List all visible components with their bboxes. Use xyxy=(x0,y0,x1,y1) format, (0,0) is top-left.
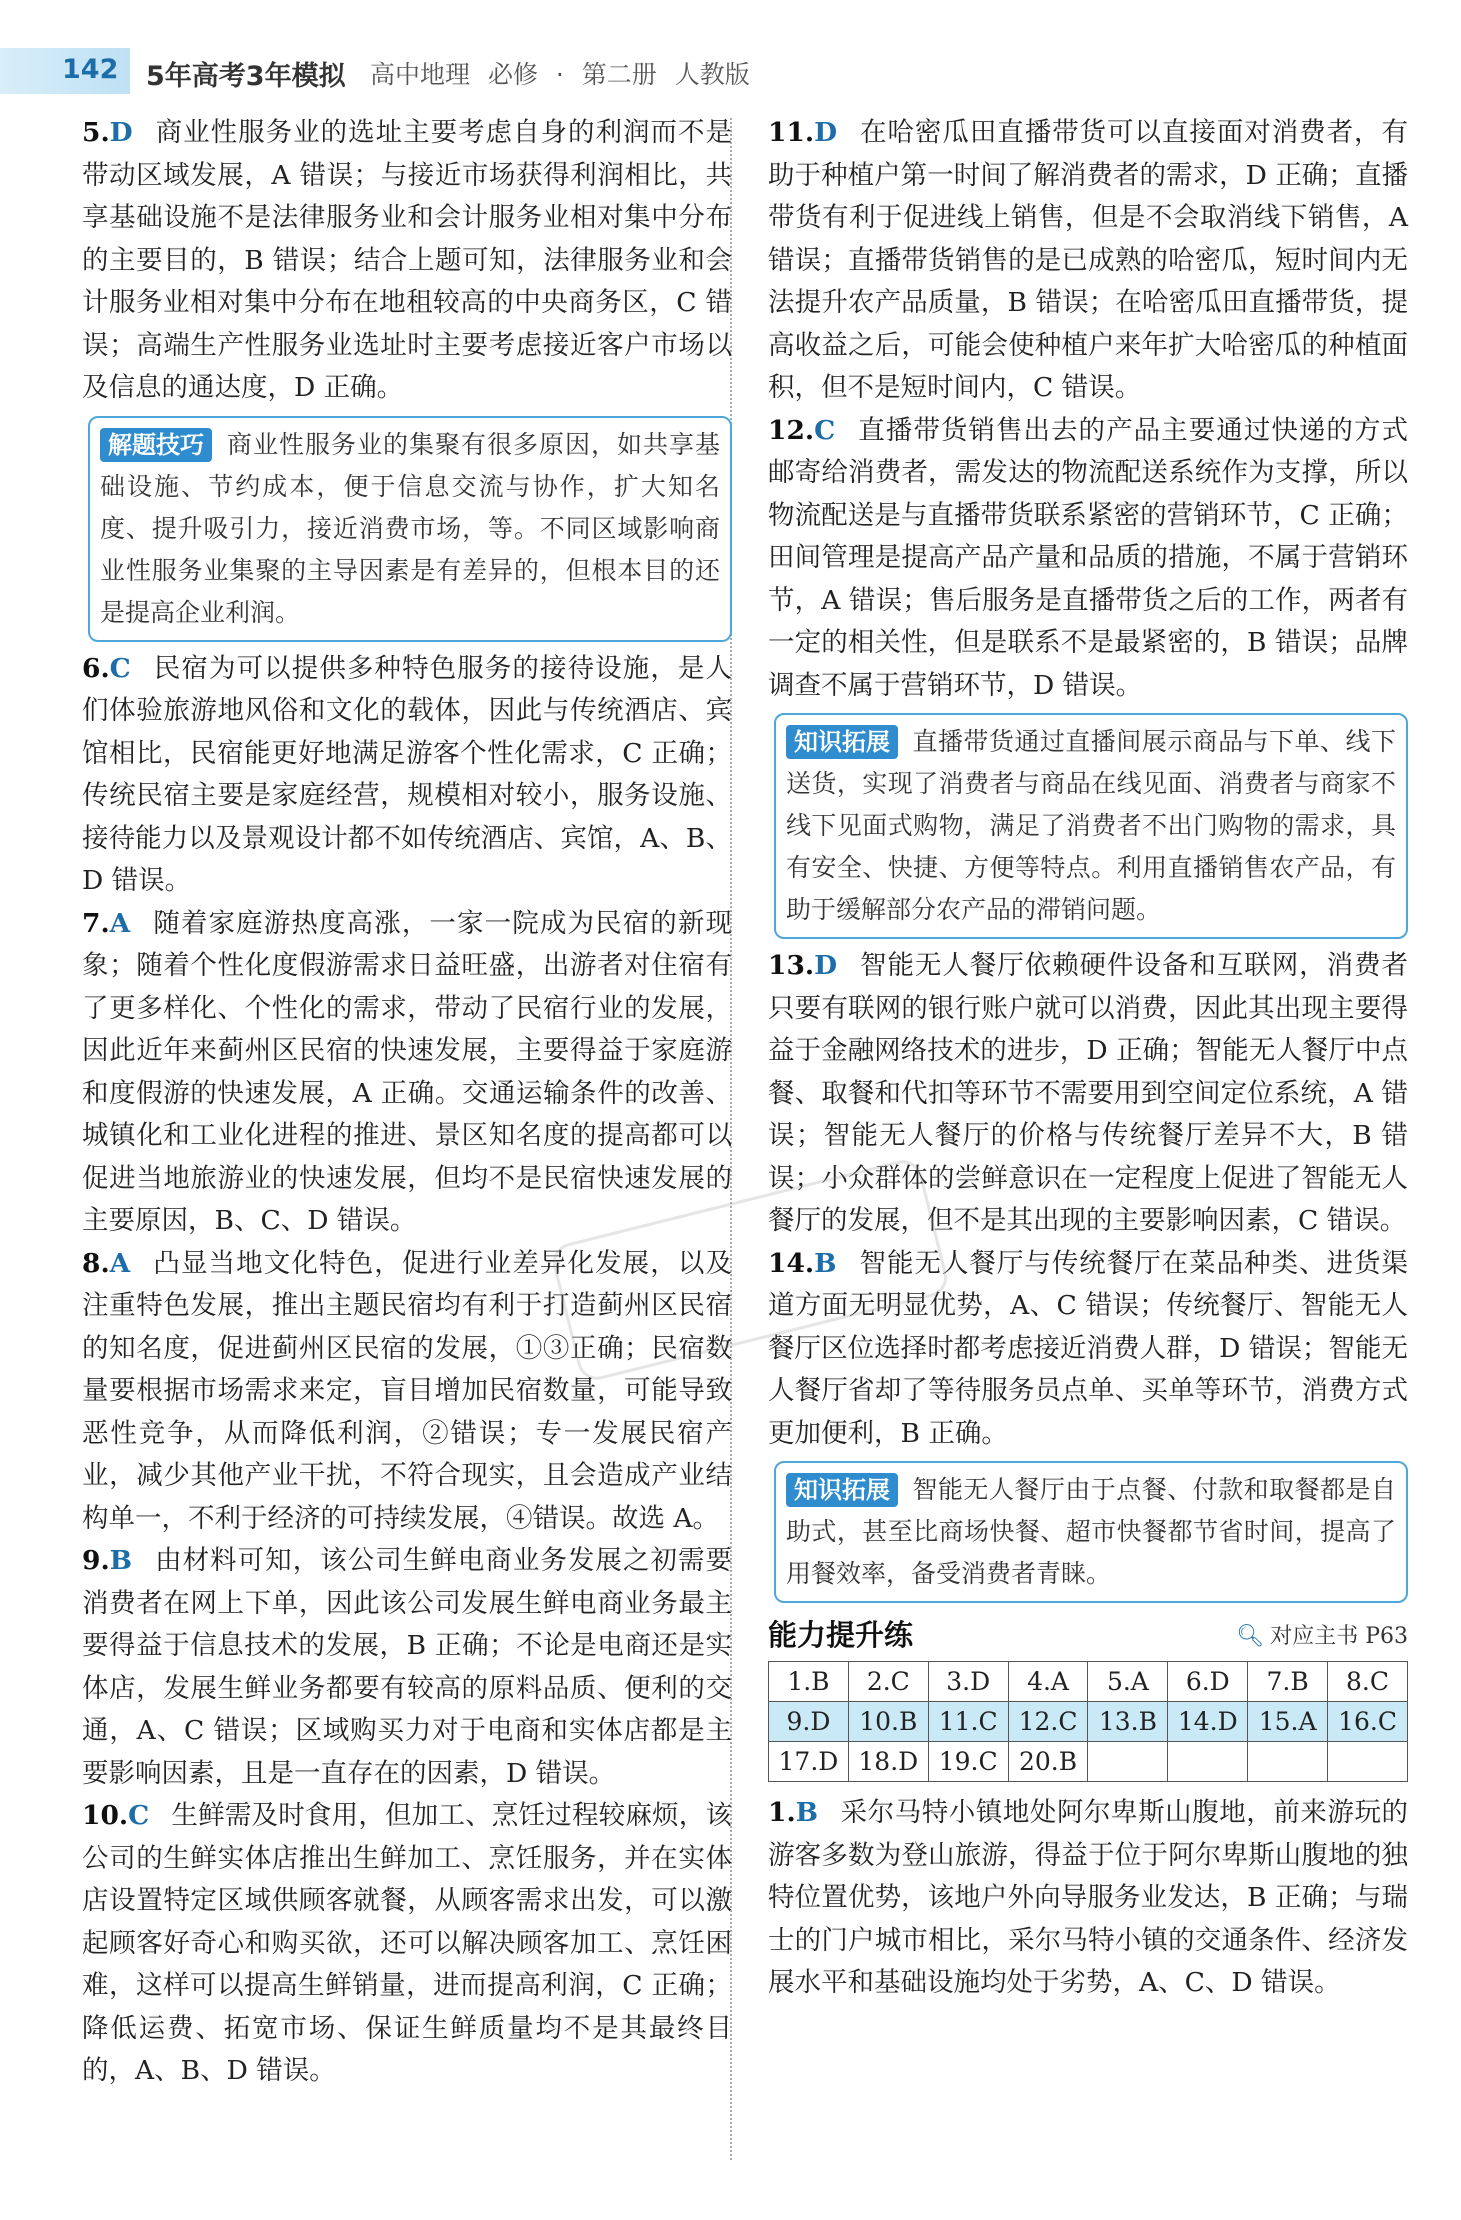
explanation-text: 生鲜需及时食用，但加工、烹饪过程较麻烦，该公司的生鲜实体店推出生鲜加工、烹饪服务，并在实体店设置特定区域供顾客就餐，从顾客需求出发，可以激起顾客好奇心和购买欲，还可以解决顾客加工、烹饪困难，这样可以提高生鲜销量，进而提高利润，C 正确；降低运费、拓宽市场、保证生鲜质量均不是其最终目的，A、B、D 错误。 xyxy=(82,1800,732,2086)
answer-key-cell: 4.A xyxy=(1008,1662,1088,1702)
section-title: 能力提升练 xyxy=(768,1618,914,1652)
answer-key-cell: 7.B xyxy=(1248,1662,1328,1702)
page-number-tab xyxy=(0,48,130,94)
answer-item-10 xyxy=(82,1795,732,2093)
answer-letter: D xyxy=(109,117,133,148)
page-number: 142 xyxy=(62,54,119,85)
answer-key-cell: 2.C xyxy=(848,1662,928,1702)
question-number: 14. xyxy=(768,1247,815,1279)
explanation-text: 智能无人餐厅与传统餐厅在菜品种类、进货渠道方面无明显优势，A、C 错误；传统餐厅、智能无人餐厅区位选择时都考虑接近消费人群，D 错误；智能无人餐厅省却了等待服务员点单、买单等环节，消费方式更加便利，B 正确。 xyxy=(768,1247,1408,1449)
answer-key-cell: 19.C xyxy=(928,1742,1008,1782)
explanation-text: 由材料可知，该公司生鲜电商业务发展之初需要消费者在网上下单，因此该公司发展生鲜电商业务最主要得益于信息技术的发展，B 正确；不论是电商还是实体店，发展生鲜业务都要有较高的原料品质、便利的交通，A、C 错误；区域购买力对于电商和实体店都是主要影响因素，且是一直存在的因素，D 错误。 xyxy=(82,1545,732,1789)
question-number: 12. xyxy=(768,414,815,446)
explanation-text: 随着家庭游热度高涨，一家一院成为民宿的新现象；随着个性化度假游需求日益旺盛，出游者对住宿有了更多样化、个性化的需求，带动了民宿行业的发展，因此近年来蓟州区民宿的快速发展，主要得益于家庭游和度假游的快速发展，A 正确。交通运输条件的改善、城镇化和工业化进程的推进、景区知名度的提高都可以促进当地旅游业的快速发展，但均不是民宿快速发展的主要原因，B、C、D 错误。 xyxy=(82,907,732,1236)
explanation-text: 凸显当地文化特色，促进行业差异化发展，以及注重特色发展，推出主题民宿均有利于打造蓟州区民宿的知名度，促进蓟州区民宿的发展，①③正确；民宿数量要根据市场需求来定，盲目增加民宿数量，可能导致恶性竞争，从而降低利润，②错误；专一发展民宿产业，减少其他产业干扰，不符合现实，且会造成产业结构单一，不利于经济的可持续发展，④错误。故选 A。 xyxy=(82,1247,732,1534)
answer-letter: C xyxy=(814,414,836,446)
question-number: 11. xyxy=(768,117,815,148)
question-number: 10. xyxy=(82,1800,129,1831)
knowledge-box xyxy=(774,713,1408,939)
answer-letter: A xyxy=(109,1247,131,1279)
explanation-text: 在哈密瓜田直播带货可以直接面对消费者，有助于种植户第一时间了解消费者的需求，D 正确；直播带货有利于促进线上销售，但是不会取消线下销售，A 错误；直播带货销售的是已成熟的哈密瓜，短时间内无法提升农产品质量，B 错误；在哈密瓜田直播带货，提高收益之后，可能会使种植户来年扩大哈密瓜的种植面积，但不是短时间内，C 错误。 xyxy=(768,117,1408,403)
answer-key-cell xyxy=(1088,1742,1168,1782)
explanation-text: 直播带货销售出去的产品主要通过快递的方式邮寄给消费者，需发达的物流配送系统作为支撑，所以物流配送是与直播带货联系紧密的营销环节，C 正确；田间管理是提高产品产量和品质的措施，不属于营销环节，A 错误；售后服务是直播带货之后的工作，两者有一定的相关性，但是联系不是最紧密的，B 错误；品牌调查不属于营销环节，D 错误。 xyxy=(768,414,1408,701)
answer-key-row xyxy=(769,1702,1408,1742)
question-number: 6. xyxy=(82,652,110,684)
answer-item-5 xyxy=(82,112,732,410)
answer-key-cell: 5.A xyxy=(1088,1662,1168,1702)
magnifier-icon: 🔍︎ xyxy=(1236,1624,1265,1649)
tip-tag: 知识拓展 xyxy=(786,725,898,759)
answer-letter: C xyxy=(128,1800,150,1831)
answer-letter: C xyxy=(109,652,131,684)
answer-item-11 xyxy=(768,112,1408,410)
reference-text: 对应主书 P63 xyxy=(1270,1624,1408,1649)
answer-item-7 xyxy=(82,903,732,1243)
answer-key-row xyxy=(769,1662,1408,1702)
left-column xyxy=(82,112,732,2093)
answer-key-cell: 8.C xyxy=(1328,1662,1408,1702)
right-column xyxy=(768,112,1408,2005)
explanation-text: 采尔马特小镇地处阿尔卑斯山腹地，前来游玩的游客多数为登山旅游，得益于位于阿尔卑斯山腹地的独特位置优势，该地户外向导服务业发达，B 正确；与瑞士的门户城市相比，采尔马特小镇的交通条件、经济发展水平和基础设施均处于劣势，A、C、D 错误。 xyxy=(768,1797,1408,1998)
book-title: 5年高考3年模拟 xyxy=(146,61,346,92)
explanation-text: 智能无人餐厅依赖硬件设备和互联网，消费者只要有联网的银行账户就可以消费，因此其出现主要得益于金融网络技术的进步，D 正确；智能无人餐厅中点餐、取餐和代扣等环节不需要用到空间定位系统，A 错误；智能无人餐厅的价格与传统餐厅差异不大，B 错误；小众群体的尝鲜意识在一定程度上促进了智能无人餐厅的发展，但不是其出现的主要影响因素，C 错误。 xyxy=(768,950,1408,1236)
answer-key-cell: 9.D xyxy=(769,1702,849,1742)
answer-key-cell: 14.D xyxy=(1168,1702,1248,1742)
answer-key-cell: 11.C xyxy=(928,1702,1008,1742)
question-number: 8. xyxy=(82,1247,110,1279)
answer-key-cell: 17.D xyxy=(769,1742,849,1782)
tip-text: 商业性服务业的集聚有很多原因，如共享基础设施、节约成本，便于信息交流与协作，扩大知名度、提升吸引力，接近消费市场，等。不同区域影响商业性服务业集聚的主导因素是有差异的，但根本目的还是提高企业利润。 xyxy=(100,429,720,627)
question-number: 9. xyxy=(82,1545,110,1576)
answer-item-6 xyxy=(82,648,732,903)
answer-item-8 xyxy=(82,1243,732,1541)
answer-key-cell: 3.D xyxy=(928,1662,1008,1702)
tip-tag: 解题技巧 xyxy=(100,428,212,462)
answer-letter: A xyxy=(109,907,131,939)
answer-key-row xyxy=(769,1742,1408,1782)
book-subtitle: 高中地理 必修 · 第二册 人教版 xyxy=(370,60,750,89)
answer-key-cell: 12.C xyxy=(1008,1702,1088,1742)
answer-key-cell: 20.B xyxy=(1008,1742,1088,1782)
section-header xyxy=(768,1609,1408,1659)
answer-letter: D xyxy=(814,117,838,148)
answer-item-14 xyxy=(768,1243,1408,1456)
tip-box xyxy=(88,416,732,642)
answer-letter: D xyxy=(814,950,838,981)
explanation-text: 商业性服务业的选址主要考虑自身的利润而不是带动区域发展，A 错误；与接近市场获得利润相比，共享基础设施不是法律服务业和会计服务业相对集中分布的主要目的，B 错误；结合上题可知，法律服务业和会计服务业相对集中分布在地租较高的中央商务区，C 错误；高端生产性服务业选址时主要考虑接近客户市场以及信息的通达度，D 正确。 xyxy=(82,117,732,403)
answer-key-cell: 15.A xyxy=(1248,1702,1328,1742)
answer-key-cell: 1.B xyxy=(769,1662,849,1702)
answer-key-cell xyxy=(1248,1742,1328,1782)
answer-letter: B xyxy=(814,1247,837,1279)
section-reference xyxy=(1236,1619,1408,1650)
explanation-text: 民宿为可以提供多种特色服务的接待设施，是人们体验旅游地风俗和文化的载体，因此与传统酒店、宾馆相比，民宿能更好地满足游客个性化需求，C 正确；传统民宿主要是家庭经营，规模相对较小，服务设施、接待能力以及景观设计都不如传统酒店、宾馆，A、B、D 错误。 xyxy=(82,652,732,896)
answer-key-cell: 18.D xyxy=(848,1742,928,1782)
question-number: 5. xyxy=(82,117,110,148)
question-number: 7. xyxy=(82,907,110,939)
tip-tag: 知识拓展 xyxy=(786,1473,898,1507)
answer-item-9 xyxy=(82,1540,732,1795)
knowledge-box xyxy=(774,1461,1408,1603)
question-number: 13. xyxy=(768,950,815,981)
question-number: 1. xyxy=(768,1797,796,1828)
answer-item-1 xyxy=(768,1792,1408,2005)
answer-key-cell xyxy=(1328,1742,1408,1782)
answer-key-cell: 6.D xyxy=(1168,1662,1248,1702)
page-header xyxy=(0,48,1461,94)
answer-item-12 xyxy=(768,410,1408,708)
tip-text: 直播带货通过直播间展示商品与下单、线下送货，实现了消费者与商品在线见面、消费者与商家不线下见面式购物，满足了消费者不出门购物的需求，具有安全、快捷、方便等特点。利用直播销售农产品，有助于缓解部分农产品的滞销问题。 xyxy=(786,727,1396,924)
tip-text: 智能无人餐厅由于点餐、付款和取餐都是自助式，甚至比商场快餐、超市快餐都节省时间，提高了用餐效率，备受消费者青睐。 xyxy=(786,1475,1396,1588)
answer-key-cell xyxy=(1168,1742,1248,1782)
answer-key-cell: 10.B xyxy=(848,1702,928,1742)
answer-key-cell: 16.C xyxy=(1328,1702,1408,1742)
answer-key-table xyxy=(768,1661,1408,1782)
answer-letter: B xyxy=(109,1545,133,1576)
answer-item-13 xyxy=(768,945,1408,1243)
answer-key-cell: 13.B xyxy=(1088,1702,1168,1742)
answer-letter: B xyxy=(795,1797,819,1828)
